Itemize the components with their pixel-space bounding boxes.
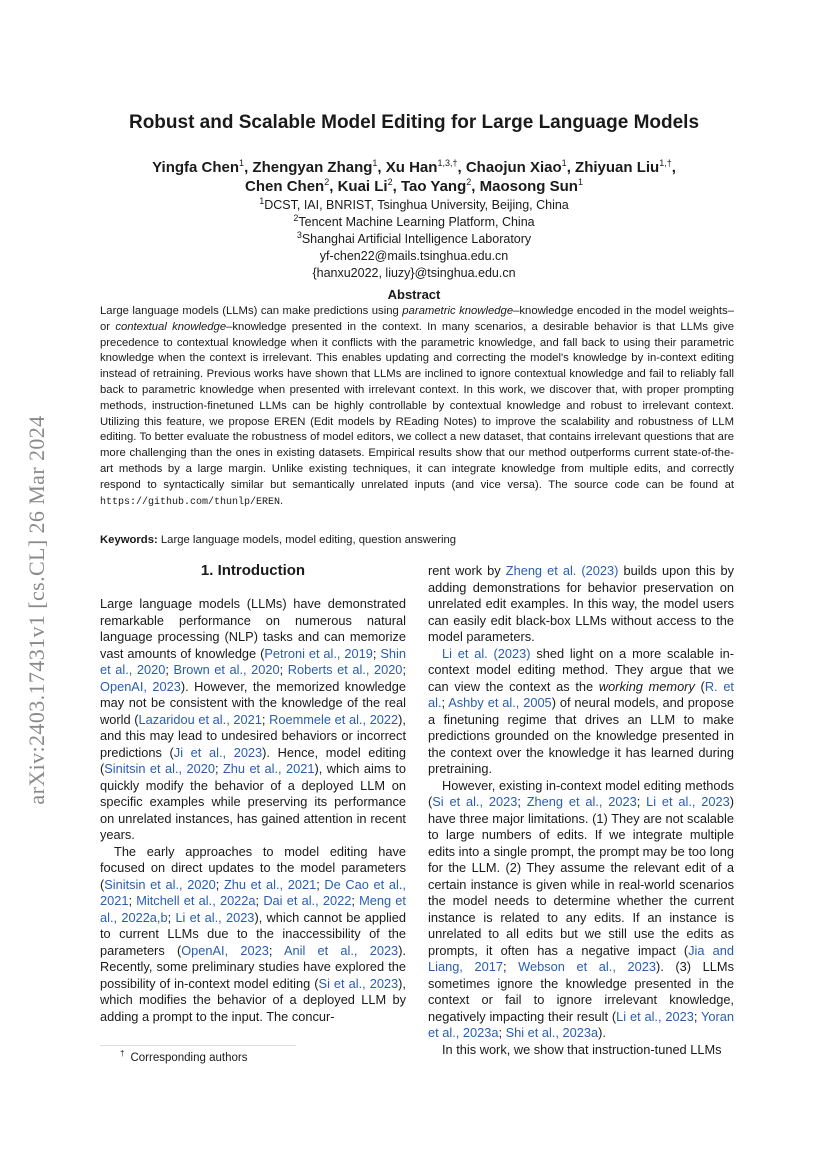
author-affiliation-mark: 1 (561, 158, 567, 168)
citation-link[interactable]: Li et al. (2023) (442, 645, 531, 661)
citation-link[interactable]: Si et al., 2023 (318, 975, 399, 991)
citation-link[interactable]: De Cao et al., 2021 (100, 876, 406, 908)
body-text: Large language models (LLMs) have demonstrated remarkable performance on numerous natural language processing (NLP) tasks and can memorize vast amounts of knowledge ( (100, 596, 406, 661)
author-affiliation-mark: 2 (324, 177, 330, 187)
affiliation-line (0, 197, 828, 214)
affiliation-text: DCST, IAI, BNRIST, Tsinghua University, Beijing, China (264, 198, 569, 212)
author-name: Chen Chen (245, 178, 325, 195)
citation-link[interactable]: Zhu et al., 2021 (222, 761, 315, 776)
body-text: The early approaches to model editing have focused on direct updates to the model parameters ( (100, 843, 406, 892)
body-text: ) have three major limitations. (1) They are not scalable to large numbers of edits. If we integrate multiple edits into a single prompt, the prompt may be too long for the LLM. (2) They assume the relevant edit of a certain instance is given while in real-world scenarios the model needs to determine whether the current instance is related to any edits. If an instance is unrelated to all edits but we still use the edits as prompts, it often has a negative impact ( (428, 794, 734, 958)
citation-link[interactable]: Lazaridou et al., 2021 (138, 711, 262, 727)
body-text: ; (279, 662, 288, 677)
paragraph (100, 596, 406, 844)
body-text: ). (3) LLMs sometimes ignore the knowledge presented in the context or fail to ignore irrelevant knowledge, negatively impacting their result ( (428, 959, 734, 1024)
author-name: Zhengyan Zhang (252, 159, 373, 176)
affiliation-mark: 2 (293, 212, 299, 223)
citation-link[interactable]: Webson et al., 2023 (518, 959, 656, 974)
body-text: ; (693, 1008, 702, 1024)
author-name: Kuai Li (337, 178, 388, 195)
affiliation-mark: 3 (296, 229, 302, 240)
author-name: Zhiyuan Liu (575, 159, 660, 176)
body-text: ; (268, 942, 284, 958)
arxiv-identifier: arXiv:2403.17431v1 [cs.CL] 26 Mar 2024 (24, 415, 49, 805)
affiliation-mark: 1 (259, 195, 265, 206)
body-text: ; (255, 893, 264, 908)
body-text: ; (441, 695, 449, 710)
affiliation-text: Shanghai Artificial Intelligence Laboratory (301, 232, 532, 246)
citation-link[interactable]: Ashby et al., 2005 (448, 695, 552, 710)
body-text: –knowledge encoded in the model weights–or (100, 305, 734, 333)
abstract-heading: Abstract (387, 287, 441, 302)
author-affiliation-mark: 2 (387, 177, 393, 187)
body-text: ), which aims to quickly modify the behavior of a deployed LLM on specific examples while preserving its performance on unrelated instances, has gained attention in recent years. (100, 761, 406, 842)
citation-link[interactable]: Brown et al., 2020 (173, 662, 280, 677)
author-name: Xu Han (385, 159, 438, 176)
affiliations (0, 197, 828, 282)
citation-link[interactable]: Zhu et al., 2021 (223, 876, 317, 892)
citation-link[interactable]: Si et al., 2023 (432, 794, 518, 809)
body-text: In this work, we show that instruction-tuned LLMs (442, 1041, 722, 1057)
citation-link[interactable]: Mitchell et al., 2022a (136, 893, 256, 908)
citation-link[interactable]: Shi et al., 2023a (505, 1025, 599, 1040)
footnote (120, 1049, 247, 1064)
body-text: ; (498, 1025, 506, 1040)
body-text: ). Recently, some preliminary studies have explored the possibility of in-context model editing ( (100, 942, 407, 991)
author-affiliation-mark: 1,3,† (437, 158, 458, 168)
citation-link[interactable]: Dai et al., 2022 (263, 893, 352, 908)
body-text: ; (351, 893, 360, 908)
citation-link[interactable]: Roemmele et al., 2022 (269, 711, 399, 727)
arxiv-stamp (12, 360, 62, 860)
author-affiliation-mark: 1 (577, 177, 583, 187)
citation-link[interactable]: Li et al., 2023 (616, 1008, 694, 1024)
body-text: ), which cannot be applied to current LLMs due to the inaccessibility of the parameters ( (100, 909, 406, 958)
citation-link[interactable]: Shin et al., 2020 (100, 645, 406, 677)
citation-link[interactable]: OpenAI, 2023 (100, 678, 181, 694)
body-text: ), which modifies the behavior of a deployed LLM by adding a prompt to the input. The concur- (100, 975, 406, 1024)
emphasis-text: parametric knowledge (402, 305, 514, 317)
author-affiliation-mark: 1 (372, 158, 378, 168)
body-text: ). Hence, model editing ( (100, 744, 407, 776)
author-affiliation-mark: 1,† (659, 158, 672, 168)
footnote-mark: † (120, 1049, 125, 1058)
body-text: ; (214, 761, 223, 776)
section-heading-introduction: 1. Introduction (200, 562, 306, 579)
body-text: ; (167, 909, 176, 925)
body-text: ), and this may lead to undesired behaviors or incorrect predictions ( (100, 711, 406, 760)
keywords (100, 534, 734, 546)
emphasis-text: contextual knowledge (115, 320, 227, 333)
paragraph (428, 778, 734, 1042)
body-text: ; (316, 876, 325, 892)
emphasis-text: working memory (598, 678, 695, 694)
citation-link[interactable]: Petroni et al., 2019 (264, 645, 373, 661)
body-text: ; (261, 711, 270, 727)
citation-link[interactable]: Zheng et al. (2023) (505, 563, 619, 578)
body-text: . (280, 494, 284, 507)
left-column (100, 596, 406, 1025)
affiliation-line (0, 265, 828, 282)
author-name: Yingfa Chen (152, 159, 240, 176)
abstract-body (100, 304, 734, 510)
body-text: ) of neural models, and propose a finetuning regime that drives an LLM to make predictions grounded on the knowledge presented in the context over the knowledge it has learned during pretraining. (428, 695, 735, 776)
body-text: ( (694, 678, 705, 694)
author-line-2: Chen Chen$^2$, Kuai Li$^2$, Tao Yang$^2$, Maosong Sun$^1$ (245, 177, 583, 195)
body-text: –knowledge presented in the context. In many scenarios, a desirable behavior is that LLMs give precedence to contextual knowledge when it conflicts with the parametric knowledge, and fall back to using their parametric knowledge when the context is irrelevant. This enables updating and correcting the model's knowledge by in-context editing instead of retraining. Previous works have shown that LLMs are inclined to ignore contextual knowledge and fail to reliably fall back to parametric knowledge when presented with irrelevant context. In this work, we discover that, with proper prompting methods, instruction-finetuned LLMs can be highly controllable by contextual knowledge and robust to irrelevant context. Utilizing this feature, we propose EREN (Edit models by REading Notes) to improve the scalability and robustness of LLM editing. To better evaluate the robustness of model editors, we collect a new dataset, that contains irrelevant questions that are more challenging than the ones in existing datasets. Empirical results show that our method outperforms current state-of-the-art methods by a large margin. Unlike existing techniques, it can integrate knowledge from multiple edits, and correctly respond to syntactically similar but semantically unrelated inputs (and vice versa). The source code can be found at (100, 320, 734, 491)
author-list (0, 158, 828, 196)
paragraph (428, 1042, 734, 1059)
paragraph (428, 563, 734, 646)
citation-link[interactable]: Meng et al., 2022a,b (100, 893, 406, 925)
author-name: Tao Yang (400, 178, 467, 195)
affiliation-line (0, 231, 828, 248)
author-affiliation-mark: 2 (466, 177, 472, 187)
paragraph (100, 844, 406, 1026)
author-name: Maosong Sun (479, 178, 578, 195)
body-text: ). (598, 1025, 606, 1040)
body-text: ). However, the memorized knowledge may not be consistent with the knowledge of the real world ( (100, 678, 406, 727)
citation-link[interactable]: Roberts et al., 2020 (287, 662, 403, 677)
citation-link[interactable]: Ji et al., 2023 (173, 744, 263, 760)
affiliation-text: yf-chen22@mails.tsinghua.edu.cn (319, 249, 509, 263)
footnote-text: Corresponding authors (130, 1051, 248, 1064)
author-line-1: Yingfa Chen$^1$, Zhengyan Zhang$^1$, Xu Han$^{1,3,\dagger}$, Chaojun Xiao$^1$, Zhiyuan Liu$^{1,\dagger}$, (152, 158, 676, 176)
body-text: ; (215, 876, 224, 892)
affiliation-line (0, 214, 828, 231)
body-text: ; (128, 893, 137, 908)
affiliation-text: {hanxu2022, liuzy}@tsinghua.edu.cn (312, 266, 516, 280)
footnote-rule (100, 1045, 296, 1046)
citation-link[interactable]: Anil et al., 2023 (283, 942, 399, 958)
citation-link[interactable]: Sinitsin et al., 2020 (104, 761, 215, 776)
body-text: ; (517, 794, 527, 809)
citation-link[interactable]: Li et al., 2023 (646, 794, 730, 809)
affiliation-text: Tencent Machine Learning Platform, China (298, 215, 535, 229)
body-text: ; (165, 662, 174, 677)
right-column (428, 563, 734, 1058)
citation-link[interactable]: R. et al. (428, 678, 734, 710)
keywords-text: Large language models, model editing, question answering (157, 534, 457, 546)
citation-link[interactable]: Sinitsin et al., 2020 (104, 876, 216, 892)
body-text: ; (502, 959, 519, 974)
author-name: Chaojun Xiao (465, 159, 562, 176)
paper-title: Robust and Scalable Model Editing for Large Language Models (128, 112, 700, 133)
author-affiliation-mark: 1 (239, 158, 245, 168)
source-code-link[interactable]: https://github.com/thunlp/EREN (100, 496, 281, 508)
body-text: ; (636, 794, 647, 809)
citation-link[interactable]: Jia and Liang, 2017 (428, 942, 734, 974)
body-text: rent work by (428, 563, 506, 578)
body-text: builds upon this by adding demonstrations for behavior preservation on unrelated edit examples. In this way, the model users can easily edit black-box LLMs without access to the model parameters. (428, 563, 734, 644)
paragraph (428, 646, 734, 778)
citation-link[interactable]: Li et al., 2023 (175, 909, 255, 925)
body-text: ; (402, 662, 406, 677)
keywords-label: Keywords: (100, 534, 158, 546)
citation-link[interactable]: Zheng et al., 2023 (526, 794, 637, 809)
body-text: shed light on a more scalable in-context model editing method. They argue that we can view the context as the (428, 645, 734, 694)
body-text: However, existing in-context model editing methods ( (428, 777, 734, 809)
affiliation-line (0, 248, 828, 265)
body-text: ; (372, 645, 381, 661)
citation-link[interactable]: OpenAI, 2023 (181, 942, 269, 958)
body-text: Large language models (LLMs) can make predictions using (100, 305, 403, 317)
citation-link[interactable]: Yoran et al., 2023a (428, 1008, 734, 1040)
